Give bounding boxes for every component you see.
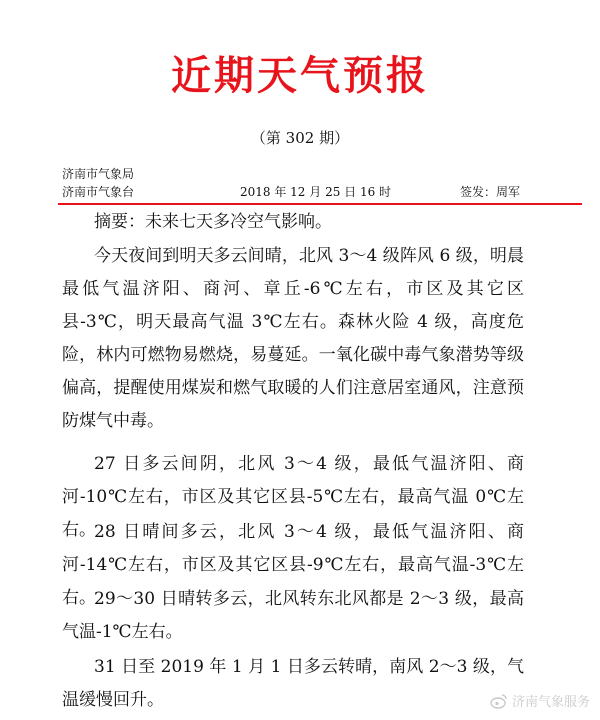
forecast-paragraph-27: 27 日多云间阴，北风 3～4 级，最低气温济阳、商河-10℃左右，市区及其它区县-5℃左右，最高气温 0℃左右。 (62, 454, 524, 540)
meta-line-bureau (62, 166, 546, 182)
org-bureau: 济南市气象局 (62, 167, 135, 181)
org-station: 济南市气象台 (62, 185, 135, 199)
watermark (490, 691, 590, 710)
issue-datetime: 2018 年 12 月 25 日 16 时 (240, 185, 392, 199)
document-title: 近期天气预报 (171, 53, 429, 99)
summary-paragraph: 摘要：未来七天多冷空气影响。 (94, 212, 332, 232)
meta-line-station (62, 184, 546, 200)
forecast-paragraph-today: 今天夜间到明天多云间晴，北风 3～4 级阵风 6 级，明晨最低气温济阳、商河、章丘-6℃左右，市区及其它区县-3℃，明天最高气温 3℃左右。森林火险 4 级，高度危险，林内可燃物易燃烧，易蔓延。一氧化碳中毒气象潜势等级偏高，提醒使用煤炭和燃气取暖的人们注意居室通风，注意预防煤气中毒。 (62, 246, 524, 431)
forecast-paragraph-28: 28 日晴间多云，北风 3～4 级，最低气温济阳、商河-14℃左右，市区及其它区县-9℃左右，最高气温-3℃左右。 (62, 522, 524, 608)
forecast-paragraph-31-01: 31 日至 2019 年 1 月 1 日多云转晴，南风 2～3 级，气温缓慢回升。 (62, 657, 524, 710)
signer: 签发：周军 (460, 185, 521, 199)
issue-number: （第 302 期） (250, 129, 350, 147)
red-divider (58, 203, 582, 205)
weibo-icon (490, 692, 508, 710)
watermark-text: 济南气象服务 (511, 695, 590, 710)
forecast-paragraph-29-30: 29～30 日晴转多云，北风转东北风都是 2～3 级，最高气温-1℃左右。 (62, 589, 524, 642)
